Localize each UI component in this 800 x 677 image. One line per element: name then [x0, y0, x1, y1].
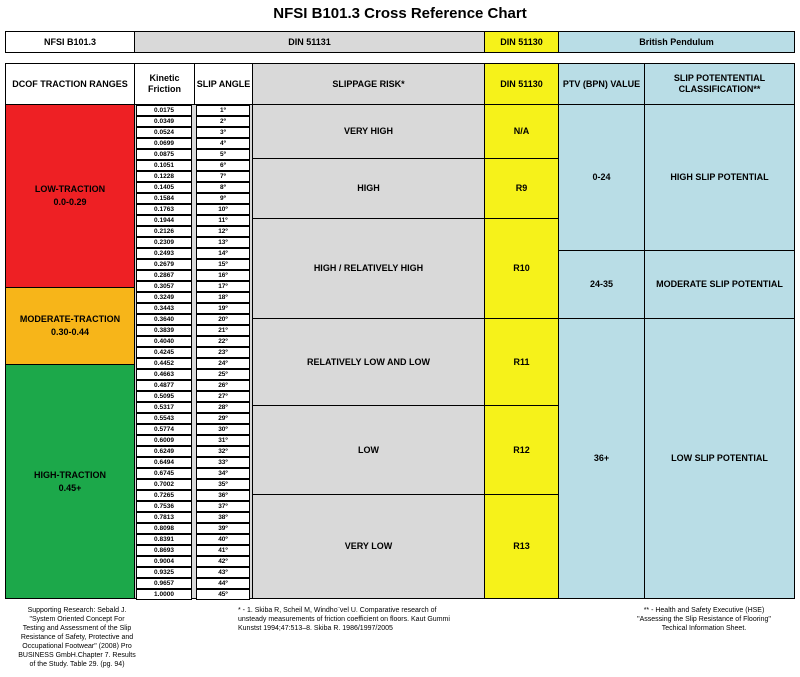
slip-angle-cell: 41º	[196, 545, 250, 556]
col-din51130: DIN 51130	[484, 63, 559, 105]
slip-angle-cell: 2º	[196, 116, 250, 127]
kinetic-friction-cell: 0.1763	[136, 204, 192, 215]
kinetic-friction-cell: 0.7813	[136, 512, 192, 523]
slip-angle-cell: 8º	[196, 182, 250, 193]
slip-angle-cell: 44º	[196, 578, 250, 589]
slip-angle-cell: 21º	[196, 325, 250, 336]
kinetic-friction-cell: 0.4663	[136, 369, 192, 380]
slip-angle-cell: 25º	[196, 369, 250, 380]
slip-angle-cell: 37º	[196, 501, 250, 512]
traction-low-name: LOW-TRACTION	[34, 184, 106, 194]
kinetic-friction-cell: 0.3249	[136, 292, 192, 303]
slip-angle-cell: 7º	[196, 171, 250, 182]
din-na: N/A	[484, 104, 559, 159]
kinetic-friction-cell: 0.7265	[136, 490, 192, 501]
kinetic-friction-cell: 0.5774	[136, 424, 192, 435]
kinetic-friction-cell: 0.1228	[136, 171, 192, 182]
footnote-hse-reference: ** - Health and Safety Executive (HSE) "Assessing the Slip Resistance of Flooring" Techical Information Sheet.	[637, 607, 771, 632]
kinetic-friction-cell: 0.1051	[136, 160, 192, 171]
kinetic-friction-cell: 0.1584	[136, 193, 192, 204]
kinetic-friction-cell: 0.6009	[136, 435, 192, 446]
kinetic-friction-cell: 0.2126	[136, 226, 192, 237]
header-din51130: DIN 51130	[484, 31, 559, 53]
din-r13: R13	[484, 494, 559, 599]
ptv-24-35: 24-35	[558, 250, 645, 319]
slip-angle-cell: 27º	[196, 391, 250, 402]
kinetic-friction-cell: 0.4040	[136, 336, 192, 347]
kinetic-friction-cell: 0.7536	[136, 501, 192, 512]
kinetic-friction-cell: 0.1944	[136, 215, 192, 226]
risk-very-low: VERY LOW	[252, 494, 485, 599]
col-slippage-risk: SLIPPAGE RISK*	[252, 63, 485, 105]
chart-title: NFSI B101.3 Cross Reference Chart	[273, 5, 527, 22]
kinetic-friction-cell: 0.0699	[136, 138, 192, 149]
kinetic-friction-cell: 0.6249	[136, 446, 192, 457]
kinetic-friction-cell: 0.2679	[136, 259, 192, 270]
slip-angle-cell: 31º	[196, 435, 250, 446]
kinetic-friction-cell: 0.5543	[136, 413, 192, 424]
class-high-slip: HIGH SLIP POTENTIAL	[644, 104, 795, 251]
traction-moderate-range: 0.30-0.44	[50, 327, 89, 337]
slip-angle-cell: 34º	[196, 468, 250, 479]
col-ptv-value: PTV (BPN) VALUE	[558, 63, 645, 105]
kinetic-friction-cell: 0.0349	[136, 116, 192, 127]
slip-angle-cell: 10º	[196, 204, 250, 215]
kinetic-friction-cell: 0.7002	[136, 479, 192, 490]
kinetic-friction-cell: 0.4452	[136, 358, 192, 369]
slip-angle-cell: 36º	[196, 490, 250, 501]
slip-angle-cell: 43º	[196, 567, 250, 578]
slip-angle-cell: 16º	[196, 270, 250, 281]
traction-high-range: 0.45+	[58, 482, 82, 493]
slip-angle-cell: 39º	[196, 523, 250, 534]
kinetic-friction-cell: 0.5317	[136, 402, 192, 413]
kinetic-friction-cell: 0.9004	[136, 556, 192, 567]
slip-angle-cell: 28º	[196, 402, 250, 413]
slip-angle-cell: 40º	[196, 534, 250, 545]
class-low-slip: LOW SLIP POTENTIAL	[644, 318, 795, 599]
slip-angle-cell: 32º	[196, 446, 250, 457]
kinetic-friction-cell: 0.4877	[136, 380, 192, 391]
kinetic-friction-cell: 1.0000	[136, 589, 192, 600]
header-british-pendulum: British Pendulum	[558, 31, 795, 53]
slip-angle-cell: 29º	[196, 413, 250, 424]
slip-angle-cell: 30º	[196, 424, 250, 435]
risk-high: HIGH	[252, 158, 485, 219]
traction-high	[5, 364, 135, 599]
slip-angle-cell: 1º	[196, 105, 250, 116]
col-slip-angle: SLIP ANGLE	[194, 63, 253, 105]
slip-angle-cell: 35º	[196, 479, 250, 490]
traction-moderate	[5, 287, 135, 365]
slip-angle-cell: 22º	[196, 336, 250, 347]
header-nfsi: NFSI B101.3	[5, 31, 135, 53]
header-din51131: DIN 51131	[134, 31, 485, 53]
slip-angle-cell: 33º	[196, 457, 250, 468]
col-slip-classification: SLIP POTENTENTIAL CLASSIFICATION**	[644, 63, 795, 105]
slip-angle-cell: 45º	[196, 589, 250, 600]
slip-angle-cell: 24º	[196, 358, 250, 369]
ptv-0-24: 0-24	[558, 104, 645, 251]
slip-angle-cell: 12º	[196, 226, 250, 237]
risk-very-high: VERY HIGH	[252, 104, 485, 159]
kinetic-friction-cell: 0.6494	[136, 457, 192, 468]
footnote-skiba-reference: * - 1. Skiba R, Scheil M, Windho¨vel U. Comparative research of unsteady measurements of friction coefficient on floors. Kaut Gummi Kunstst 1994;47:513–8. Skiba R. 1986/1997/2005	[238, 607, 450, 632]
traction-high-name: HIGH-TRACTION	[34, 469, 106, 480]
kinetic-friction-cell: 0.6745	[136, 468, 192, 479]
kinetic-friction-cell: 0.2867	[136, 270, 192, 281]
risk-high-relatively-high: HIGH / RELATIVELY HIGH	[252, 218, 485, 319]
kinetic-friction-cell: 0.4245	[136, 347, 192, 358]
slip-angle-cell: 42º	[196, 556, 250, 567]
slip-angle-cell: 15º	[196, 259, 250, 270]
risk-relatively-low: RELATIVELY LOW AND LOW	[252, 318, 485, 406]
slip-angle-cell: 3º	[196, 127, 250, 138]
kinetic-friction-cell: 0.3640	[136, 314, 192, 325]
kinetic-friction-cell: 0.5095	[136, 391, 192, 402]
kinetic-friction-cell: 0.0875	[136, 149, 192, 160]
col-dcof-traction: DCOF TRACTION RANGES	[5, 63, 135, 105]
slip-angle-cell: 14º	[196, 248, 250, 259]
traction-moderate-name: MODERATE-TRACTION	[19, 314, 121, 324]
kinetic-friction-cell: 0.8391	[136, 534, 192, 545]
kinetic-friction-cell: 0.0524	[136, 127, 192, 138]
din-r12: R12	[484, 405, 559, 495]
slip-angle-cell: 23º	[196, 347, 250, 358]
slip-angle-cell: 18º	[196, 292, 250, 303]
kinetic-friction-cell: 0.8098	[136, 523, 192, 534]
kinetic-friction-cell: 0.3057	[136, 281, 192, 292]
class-moderate-slip: MODERATE SLIP POTENTIAL	[644, 250, 795, 319]
din-r11: R11	[484, 318, 559, 406]
din-r9: R9	[484, 158, 559, 219]
traction-low	[5, 104, 135, 288]
kinetic-friction-cell: 0.8693	[136, 545, 192, 556]
din-r10: R10	[484, 218, 559, 319]
slip-angle-cell: 26º	[196, 380, 250, 391]
kinetic-friction-cell: 0.9657	[136, 578, 192, 589]
kinetic-friction-cell: 0.0175	[136, 105, 192, 116]
kinetic-friction-cell: 0.3443	[136, 303, 192, 314]
slip-angle-cell: 6º	[196, 160, 250, 171]
slip-angle-cell: 19º	[196, 303, 250, 314]
kinetic-friction-cell: 0.2493	[136, 248, 192, 259]
kinetic-friction-cell: 0.9325	[136, 567, 192, 578]
ptv-36-plus: 36+	[558, 318, 645, 599]
kinetic-friction-cell: 0.2309	[136, 237, 192, 248]
traction-low-range: 0.0-0.29	[53, 197, 87, 207]
slip-angle-cell: 13º	[196, 237, 250, 248]
slip-angle-cell: 9º	[196, 193, 250, 204]
risk-low: LOW	[252, 405, 485, 495]
slip-angle-cell: 5º	[196, 149, 250, 160]
slip-angle-cell: 38º	[196, 512, 250, 523]
kinetic-friction-cell: 0.3839	[136, 325, 192, 336]
slip-angle-cell: 17º	[196, 281, 250, 292]
footnote-supporting-research: Supporting Research: Sebald J. "System Oriented Concept For Testing and Assessment of the Slip Resistance of Safety, Protective and Occupational Footwear" (2008) Pro BUSINESS GmbH.Chapter 7. Results of the Study. Table 29. (pg. 94)	[18, 607, 136, 668]
slip-angle-cell: 4º	[196, 138, 250, 149]
col-kinetic-friction: Kinetic Friction	[134, 63, 195, 105]
slip-angle-cell: 20º	[196, 314, 250, 325]
slip-angle-cell: 11º	[196, 215, 250, 226]
kinetic-friction-cell: 0.1405	[136, 182, 192, 193]
